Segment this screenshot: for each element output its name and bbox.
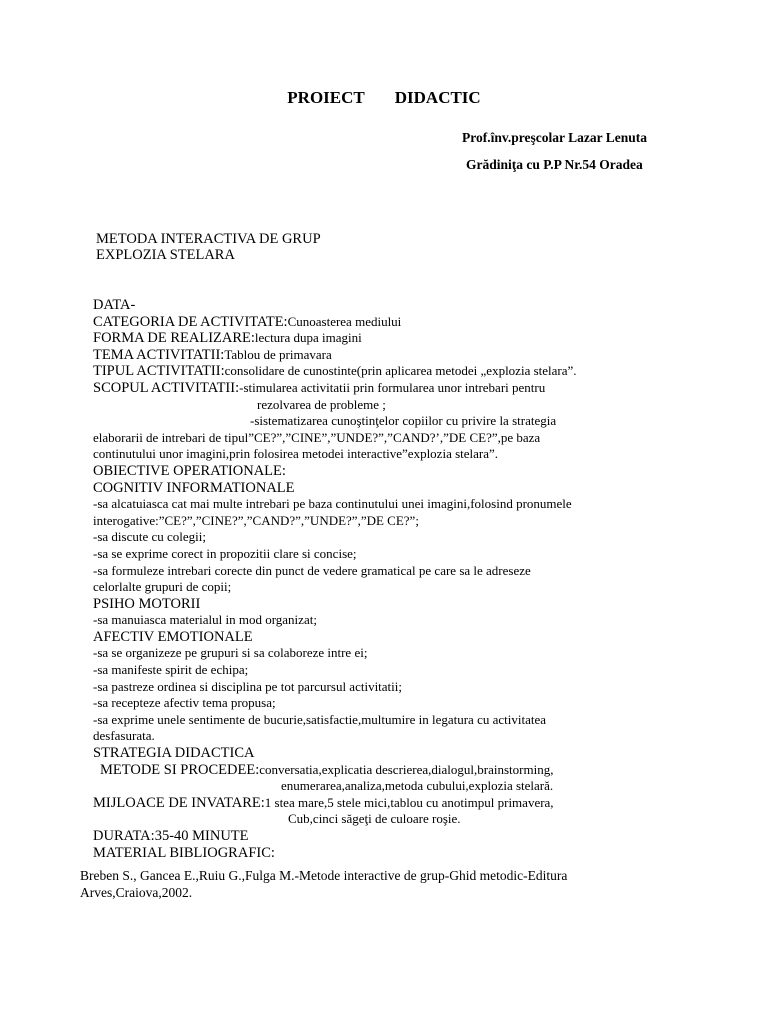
- detail-line: FORMA DE REALIZARE:lectura dupa imagini: [93, 330, 362, 347]
- detail-line: -sa alcatuiasca cat mai multe intrebari pe baza continutului unei imagini,folosind pronumele: [93, 496, 572, 512]
- detail-line: OBIECTIVE OPERATIONALE:: [93, 462, 286, 479]
- detail-line: METODE SI PROCEDEE:conversatia,explicatia descrierea,dialogul,brainstorming,: [100, 761, 554, 778]
- detail-line: -sa formuleze intrebari corecte din punct de vedere gramatical pe care sa le adreseze: [93, 562, 531, 578]
- detail-line: celorlalte grupuri de copii;: [93, 579, 232, 595]
- detail-line: -sa exprime unele sentimente de bucurie,satisfactie,multumire in legatura cu activitatea: [93, 711, 547, 727]
- detail-line: rezolvarea de probleme ;: [257, 396, 386, 412]
- detail-line: TEMA ACTIVITATII:Tablou de primavara: [93, 346, 332, 363]
- method-heading: [96, 231, 321, 263]
- author-block: [462, 124, 647, 178]
- detail-line: STRATEGIA DIDACTICA: [93, 745, 255, 762]
- teacher-name: Prof.înv.preşcolar Lazar Lenuta: [462, 130, 647, 145]
- detail-line: interogative:”CE?”,”CINE?”,”CAND?”,”UNDE?”,”DE CE?”;: [93, 512, 419, 528]
- detail-line: PSIHO MOTORII: [93, 595, 201, 612]
- title-word-1: PROIECT: [287, 88, 365, 107]
- detail-line: Cub,cinci săgeţi de culoare roşie.: [288, 811, 461, 827]
- detail-line: -sa manuiasca materialul in mod organizat;: [93, 612, 317, 628]
- method-line-2: EXPLOZIA STELARA: [96, 247, 235, 263]
- detail-line: enumerarea,analiza,metoda cubului,explozia stelară.: [281, 778, 554, 794]
- detail-line: CATEGORIA DE ACTIVITATE:Cunoasterea mediului: [93, 313, 402, 330]
- detail-line: -sa pastreze ordinea si disciplina pe tot parcursul activitatii;: [93, 678, 403, 694]
- lesson-details: [93, 297, 693, 861]
- detail-line: -sa se exprime corect in propozitii clare si concise;: [93, 545, 357, 561]
- method-line-1: METODA INTERACTIVA DE GRUP: [96, 231, 321, 247]
- school-name: Grădiniţa cu P.P Nr.54 Oradea: [466, 157, 643, 172]
- detail-line: DURATA:35-40 MINUTE: [93, 828, 249, 844]
- detail-line: MIJLOACE DE INVATARE:1 stea mare,5 stele mici,tablou cu anotimpul primavera,: [93, 794, 554, 811]
- detail-line: AFECTIV EMOTIONALE: [93, 628, 253, 645]
- detail-line: SCOPUL ACTIVITATII:-stimularea activitatii prin formularea unor intrebari pentru: [93, 379, 546, 396]
- detail-line: -sa manifeste spirit de echipa;: [93, 662, 249, 678]
- detail-line: -sa se organizeze pe grupuri si sa colaboreze intre ei;: [93, 645, 368, 661]
- page-title: [0, 88, 768, 108]
- detail-line: elaborarii de intrebari de tipul”CE?”,”CINE”,”UNDE?”,”CAND?’,”DE CE?”,pe baza: [93, 429, 541, 445]
- bibliography-line-2: Arves,Craiova,2002.: [80, 884, 193, 900]
- detail-line: -sa discute cu colegii;: [93, 529, 206, 545]
- detail-line: continutului unor imagini,prin folosirea metodei interactive”explozia stelara”.: [93, 446, 499, 462]
- detail-line: COGNITIV INFORMATIONALE: [93, 479, 295, 496]
- bibliography-line-1: Breben S., Gancea E.,Ruiu G.,Fulga M.-Metode interactive de grup-Ghid metodic-Editura: [80, 868, 568, 883]
- detail-line: desfasurata.: [93, 728, 155, 744]
- detail-line: -sistematizarea cunoştinţelor copiilor cu privire la strategia: [250, 413, 557, 429]
- detail-line: -sa recepteze afectiv tema propusa;: [93, 695, 276, 711]
- detail-line: DATA-: [93, 297, 136, 313]
- detail-line: TIPUL ACTIVITATII:consolidare de cunostinte(prin aplicarea metodei „explozia stelara”.: [93, 363, 577, 380]
- detail-line: MATERIAL BIBLIOGRAFIC:: [93, 844, 275, 861]
- bibliography: [80, 868, 567, 901]
- title-word-2: DIDACTIC: [394, 88, 481, 107]
